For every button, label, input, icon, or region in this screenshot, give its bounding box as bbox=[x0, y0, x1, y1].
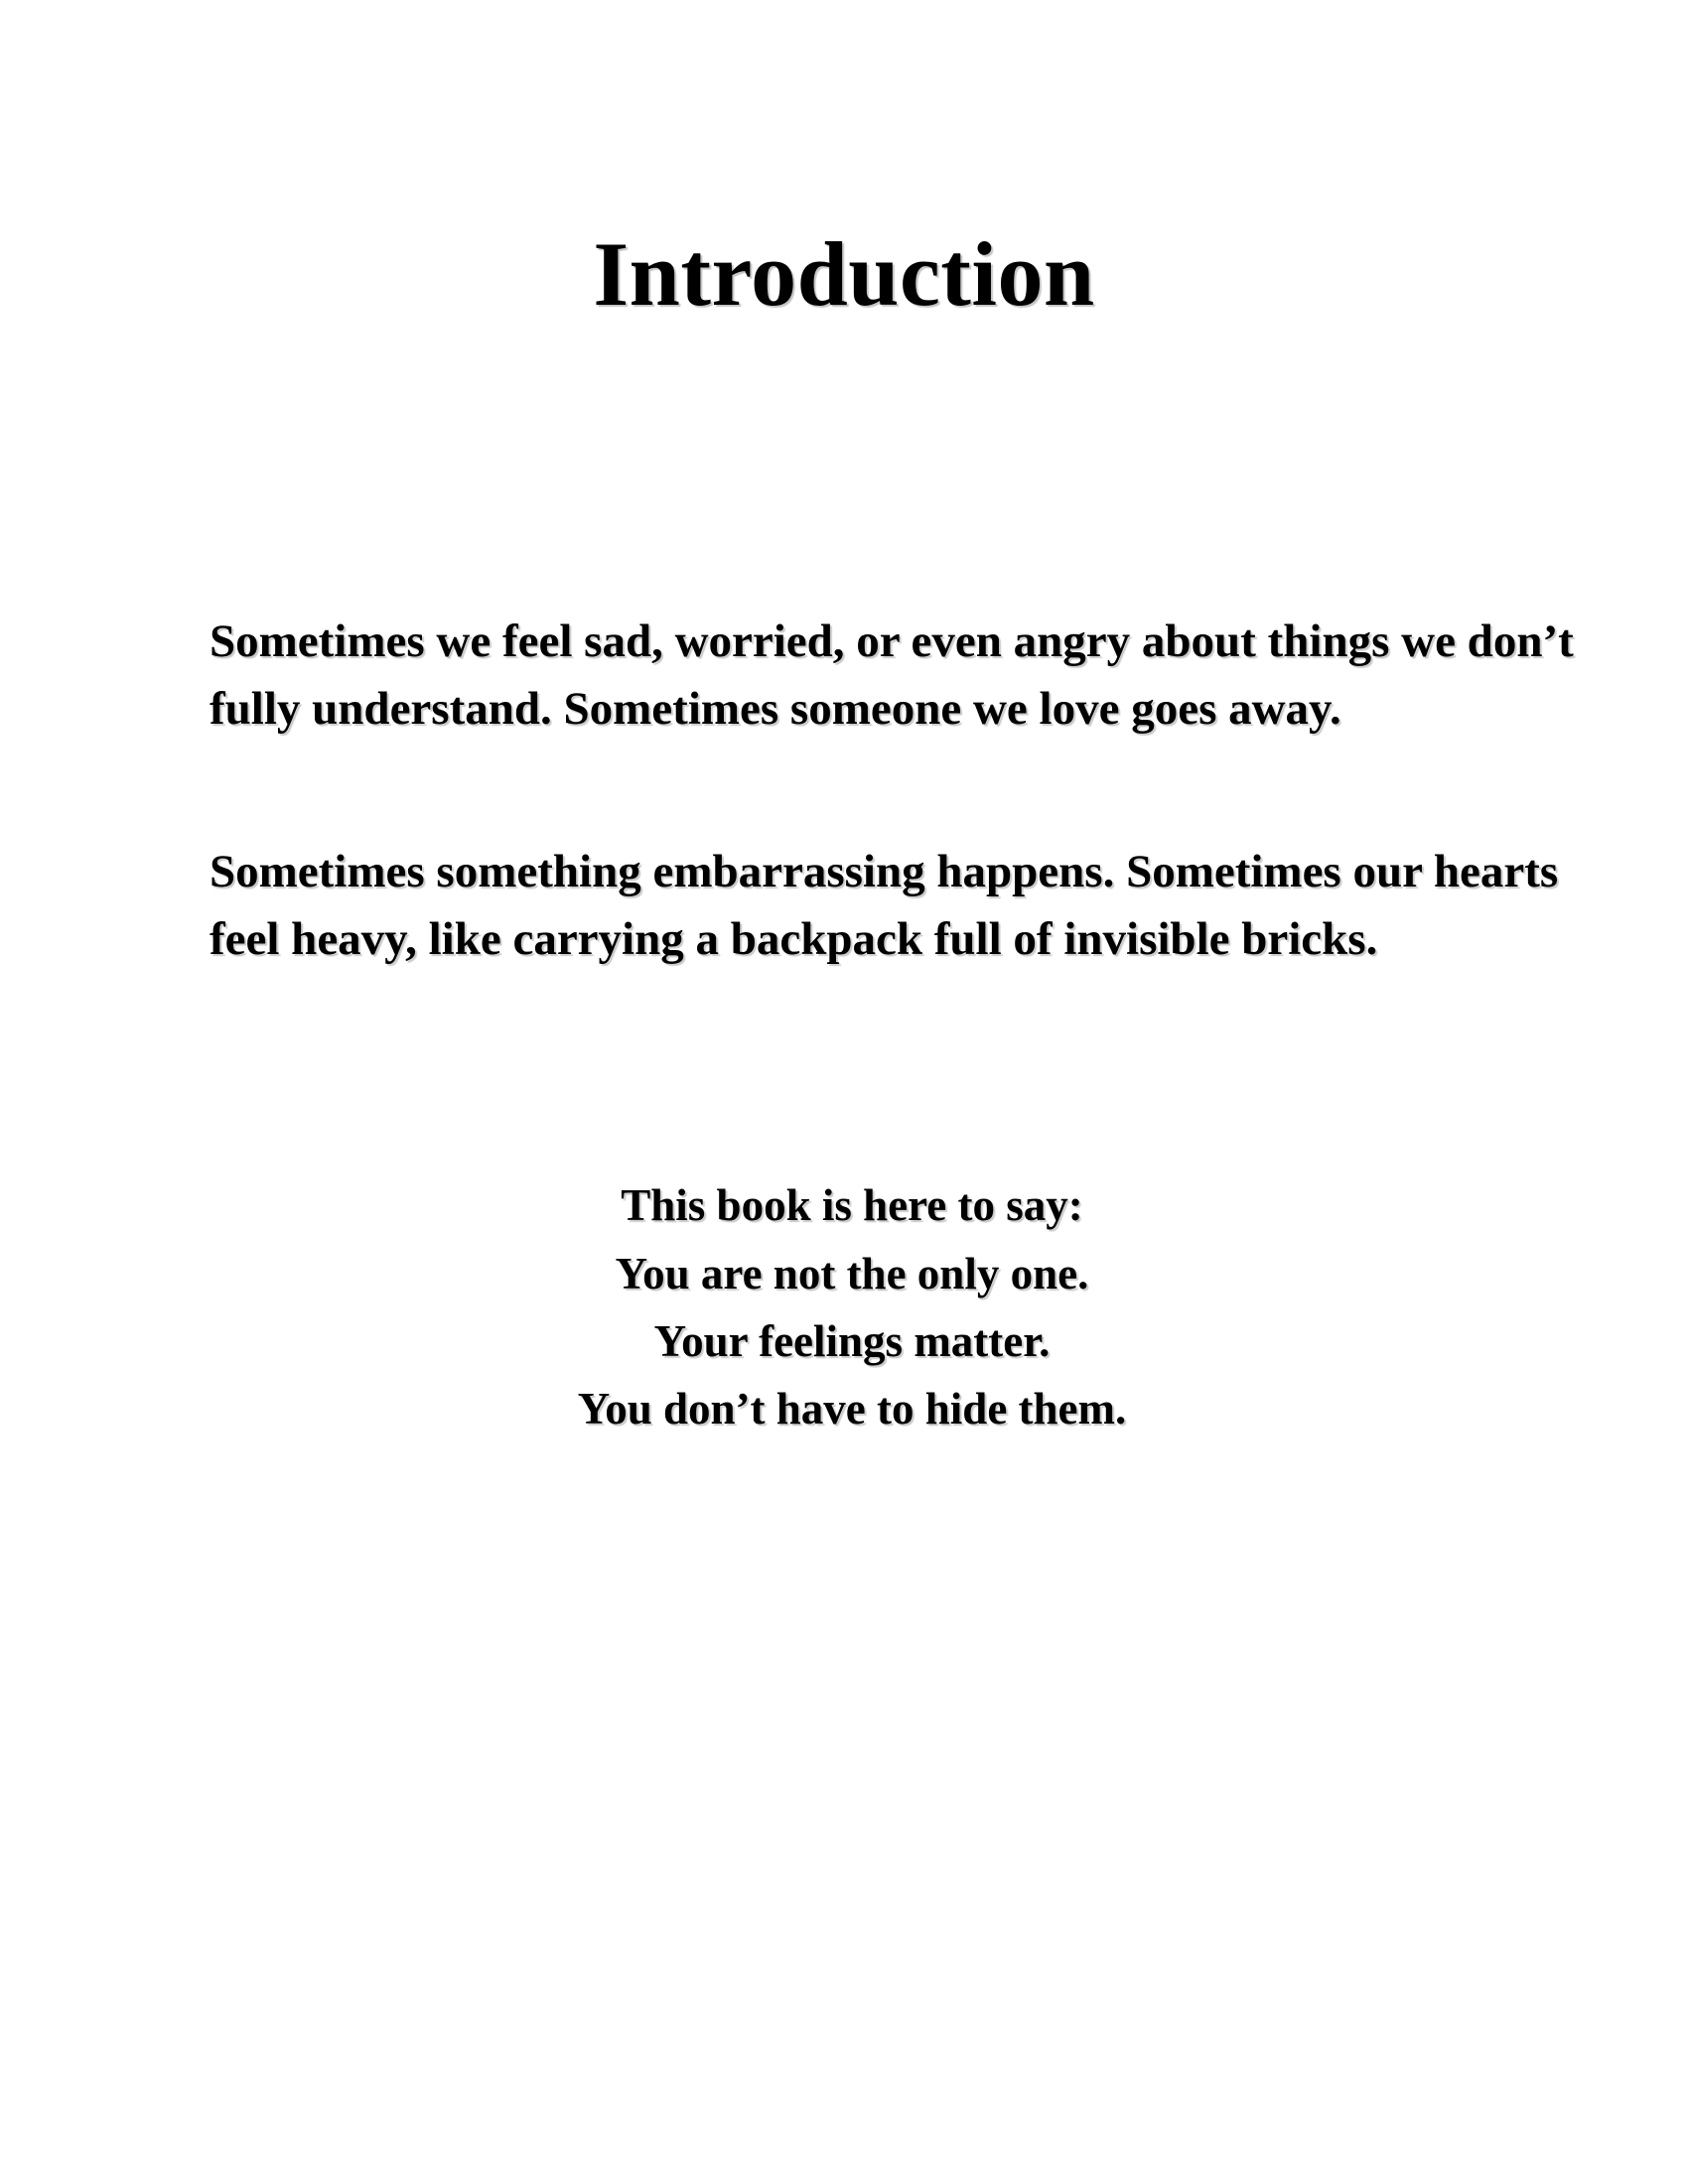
closing-line-2: You are not the only one. bbox=[615, 1248, 1089, 1298]
document-body bbox=[114, 608, 1574, 1443]
closing-line-1: This book is here to say: bbox=[621, 1180, 1083, 1231]
closing-statement bbox=[210, 1171, 1574, 1443]
closing-line-4: You don’t have to hide them. bbox=[577, 1384, 1127, 1434]
intro-paragraph-2: Sometimes something embarrassing happens. Sometimes our hearts feel heavy, like carrying a backpack full of invisible bricks. bbox=[210, 845, 1559, 966]
page-title: Introduction bbox=[593, 223, 1095, 325]
intro-paragraph-1: Sometimes we feel sad, worried, or even angry about things we don’t fully understand. Sometimes someone we love goes away. bbox=[210, 614, 1574, 735]
closing-line-3: Your feelings matter. bbox=[653, 1315, 1051, 1366]
